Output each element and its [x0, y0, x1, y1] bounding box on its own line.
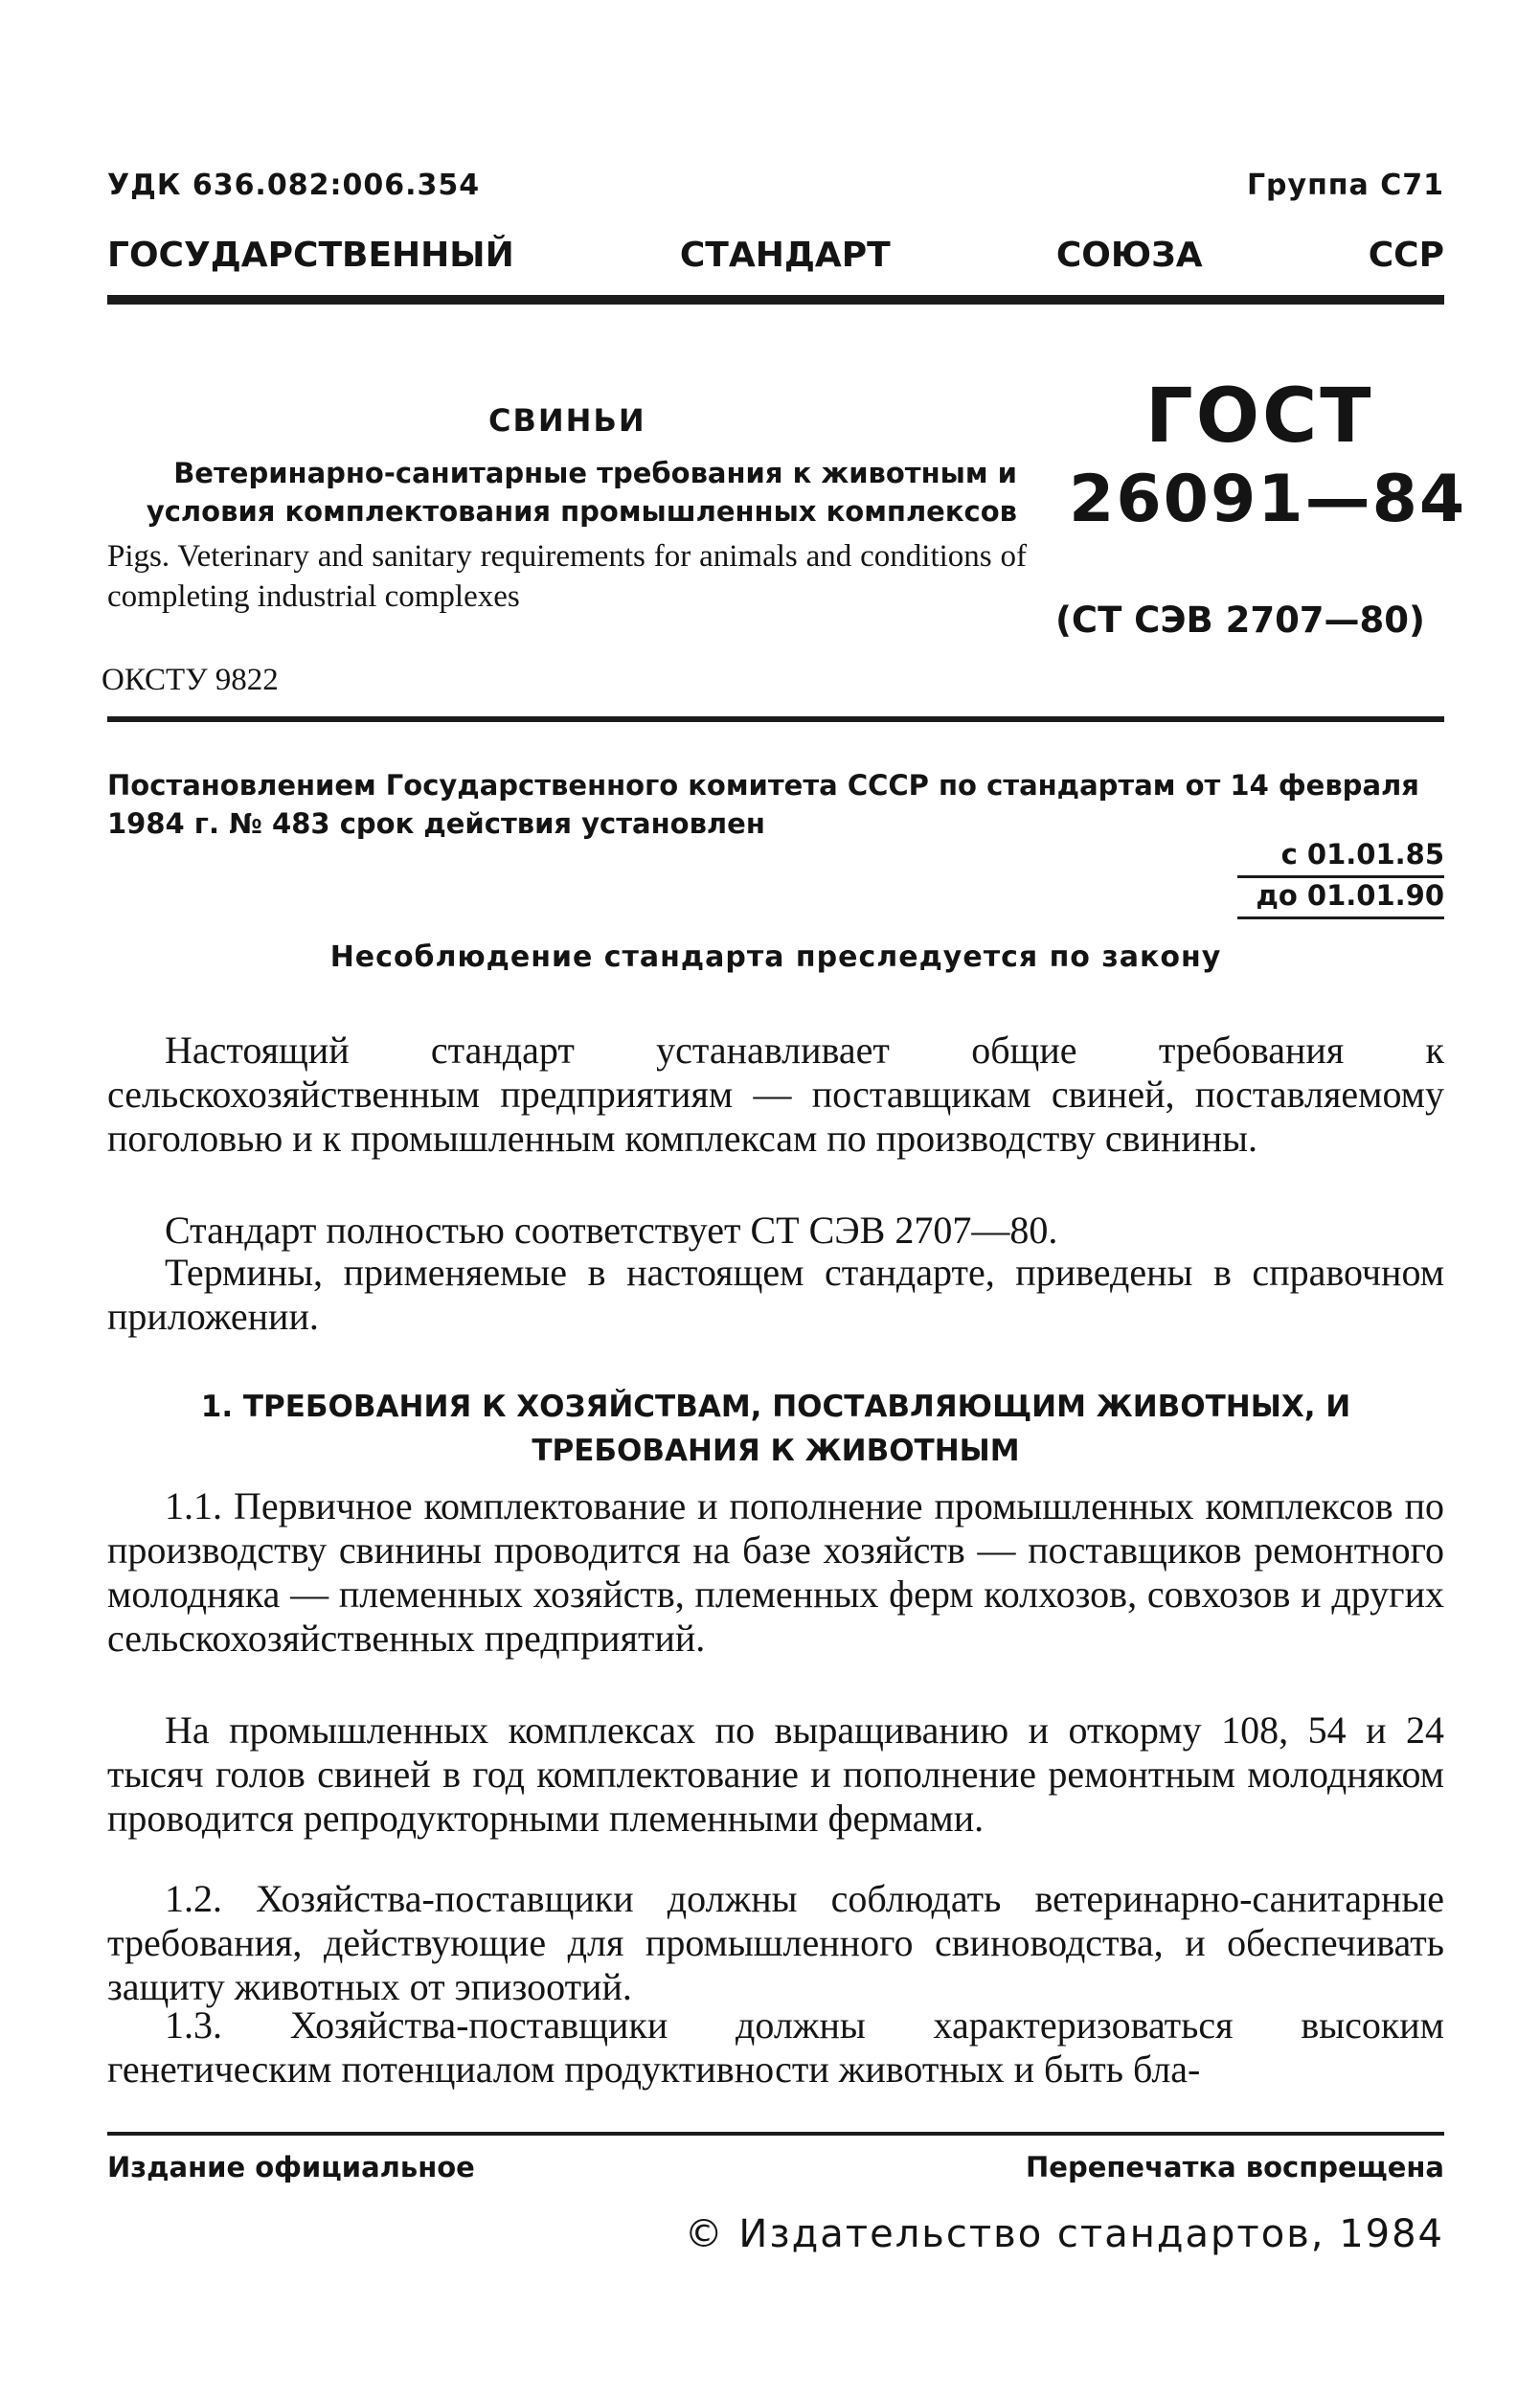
- okstu-code: ОКСТУ 9822: [102, 663, 279, 697]
- footer-divider: [107, 2132, 1444, 2136]
- clause-1-1-continued: На промышленных комплексах по выращиванию и откорму 108, 54 и 24 тысяч голов свиней в год комплектование и пополнение ремонтным молодняком проводится репродукторными племенными фермами.: [107, 1708, 1444, 1840]
- effective-date-to: до 01.01.90: [1256, 879, 1444, 912]
- st-sev-reference: (СТ СЭВ 2707—80): [1055, 600, 1425, 641]
- clause-1-2: 1.2. Хозяйства-поставщики должны соблюдать ветеринарно-санитарные требования, действующие для промышленного свиноводства, и обеспечивать защиту животных от эпизоотий.: [107, 1877, 1444, 2008]
- standard-title-word-4: ССР: [1368, 236, 1444, 275]
- subtitle-russian: Ветеринарно-санитарные требования к животным и условия комплектования промышленных комплексов: [146, 457, 1017, 528]
- effective-date-from: с 01.01.85: [1280, 838, 1444, 871]
- intro-paragraph-2: Стандарт полностью соответствует СТ СЭВ 2707—80.: [165, 1209, 1058, 1252]
- intro-paragraph-1: Настоящий стандарт устанавливает общие требования к сельскохозяйственным предприятиям — поставщикам свиней, поставляемому поголовью и к промышленным комплексам по производству свинины.: [107, 1029, 1444, 1160]
- udk-code: УДК 636.082:006.354: [107, 169, 481, 202]
- date-underline: [1237, 916, 1444, 919]
- official-edition-label: Издание официальное: [107, 2151, 475, 2183]
- top-divider: [107, 295, 1444, 305]
- publisher-copyright: © Издательство стандартов, 1984: [684, 2212, 1444, 2256]
- standard-title: [107, 236, 1444, 275]
- decree-text: Постановлением Государственного комитета СССР по стандартам от 14 февраля 1984 г. № 483 срок действия установлен: [107, 769, 1419, 840]
- clause-1-3: 1.3. Хозяйства-поставщики должны характеризоваться высоким генетическим потенциалом продуктивности животных и быть бла-: [107, 2003, 1444, 2091]
- legal-notice: Несоблюдение стандарта преследуется по закону: [329, 940, 1222, 974]
- clause-1-1: 1.1. Первичное комплектование и пополнение промышленных комплексов по производству свинины проводится на базе хозяйств — поставщиков ремонтного молодняка — племенных хозяйств, племенных ферм колхозов, совхозов и других сельскохозяйственных предприятий.: [107, 1484, 1444, 1660]
- group-code: Группа С71: [1246, 169, 1444, 202]
- intro-paragraph-3: Термины, применяемые в настоящем стандарте, приведены в справочном приложении.: [107, 1251, 1444, 1338]
- standard-title-word-2: СТАНДАРТ: [679, 236, 891, 275]
- gost-label: ГОСТ: [1145, 373, 1374, 460]
- middle-divider: [107, 716, 1444, 722]
- subtitle-english: Pigs. Veterinary and sanitary requirements for animals and conditions of completing industrial complexes: [107, 539, 1027, 614]
- gost-number: 26091—84: [1069, 462, 1467, 537]
- date-divider: [1237, 875, 1444, 878]
- product-name: СВИНЬИ: [488, 402, 646, 439]
- standard-title-word-3: СОЮЗА: [1055, 236, 1203, 275]
- reprint-notice: Перепечатка воспрещена: [1026, 2151, 1444, 2183]
- standard-title-word-1: ГОСУДАРСТВЕННЫЙ: [107, 236, 514, 275]
- section-heading: 1. ТРЕБОВАНИЯ К ХОЗЯЙСТВАМ, ПОСТАВЛЯЮЩИМ ЖИВОТНЫХ, И ТРЕБОВАНИЯ К ЖИВОТНЫМ: [200, 1390, 1351, 1468]
